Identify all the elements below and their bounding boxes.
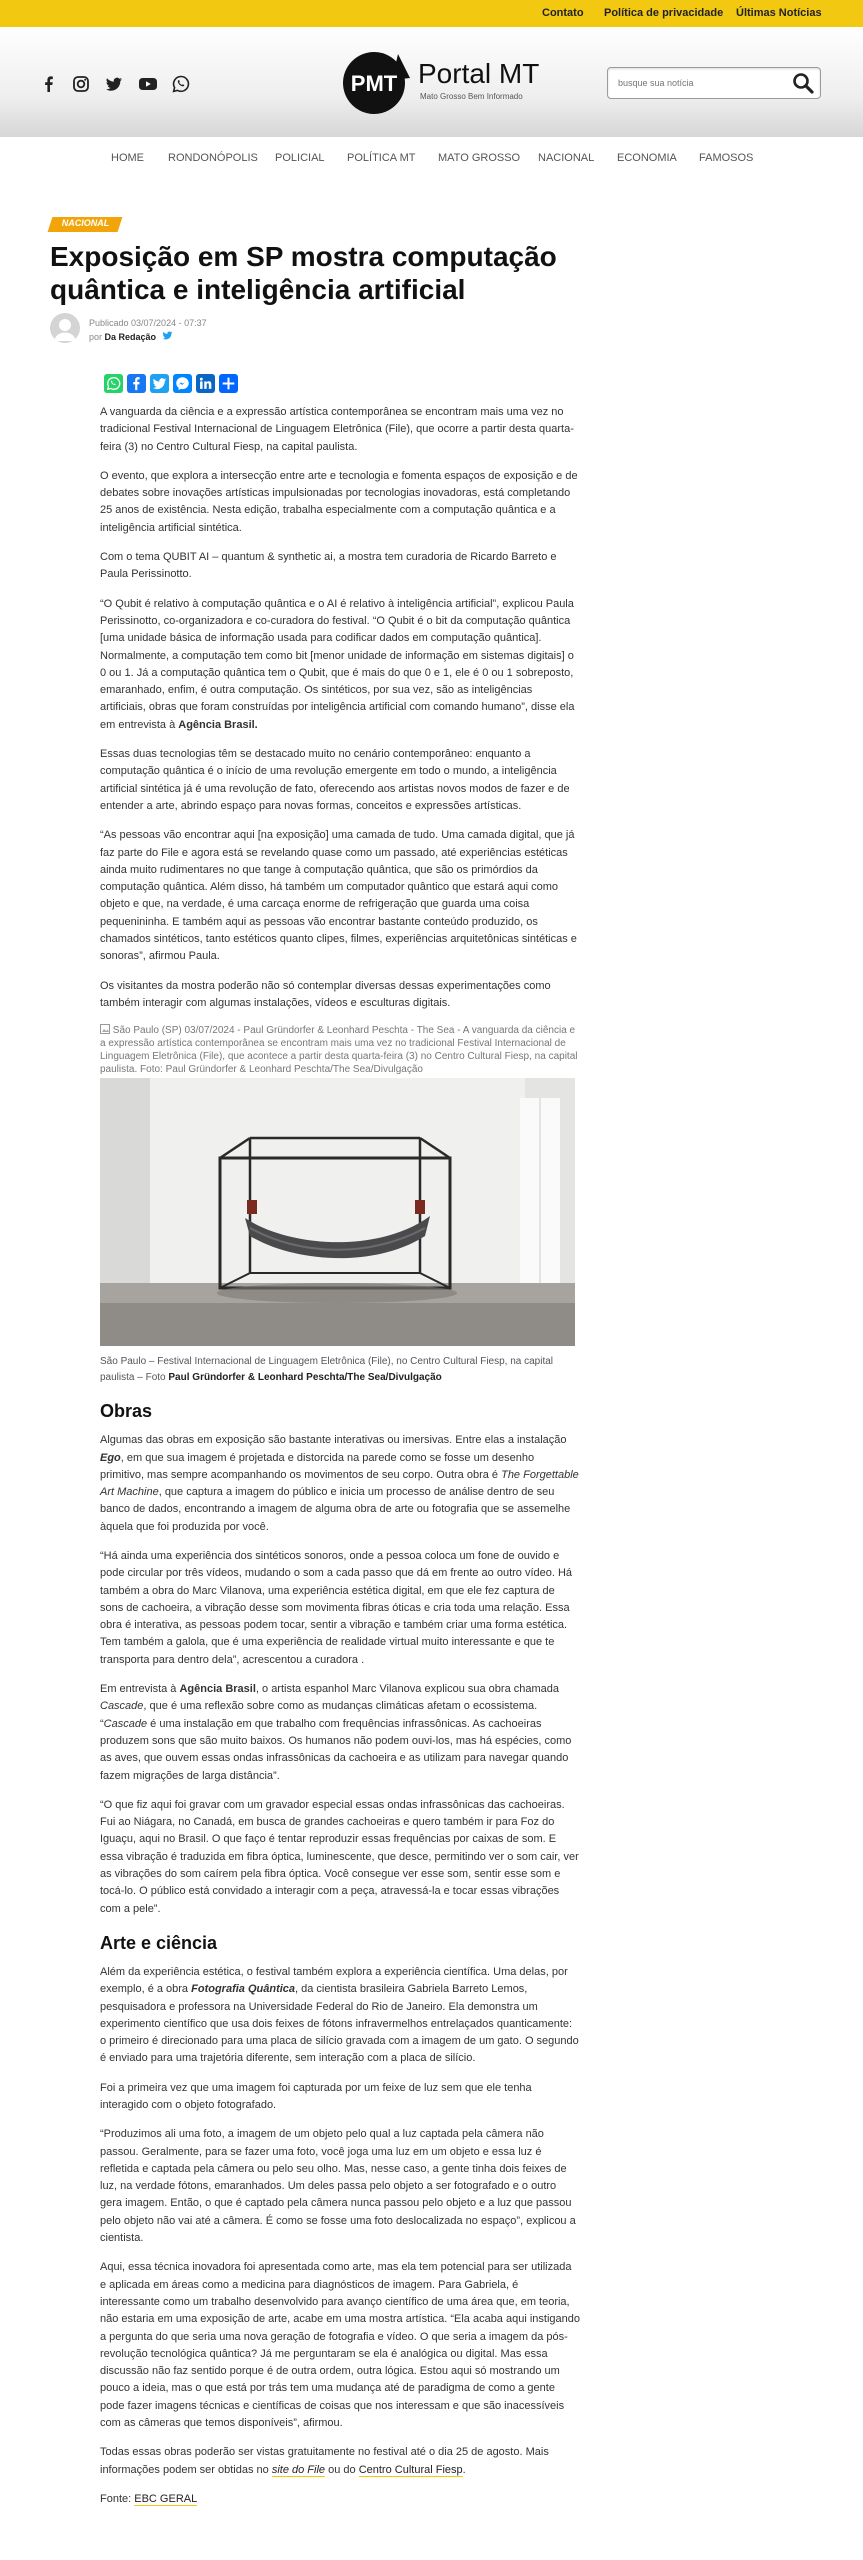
fiesp-link[interactable]: Centro Cultural Fiesp (358, 2463, 463, 2476)
author-line (89, 331, 173, 342)
share-whatsapp-icon[interactable] (104, 374, 123, 393)
paragraph: Com o tema QUBIT AI – quantum & synthetic ai, a mostra tem curadoria de Ricardo Barreto e Paula Perissinotto. (100, 551, 557, 581)
section-heading-obras: Obras (100, 1401, 153, 1422)
paragraph-text: ou do (328, 2463, 356, 2476)
nav-item-nacional[interactable]: NACIONAL (538, 152, 595, 164)
share-plus-icon[interactable] (219, 374, 238, 393)
paragraph (100, 1432, 580, 1536)
top-bar (0, 0, 863, 27)
file-site-link[interactable] (272, 2464, 325, 2477)
paragraph-text: Algumas das obras em exposição são bastante interativas ou imersivas. Entre elas a instalação (100, 1434, 567, 1447)
ego-title: Ego (100, 1451, 121, 1464)
author-name[interactable]: Da Redação (104, 332, 157, 342)
paragraph: Os visitantes da mostra poderão não só contemplar diversas dessas experimentações como também interagir com algumas instalações, vídeos e esculturas digitais. (100, 979, 551, 1009)
installation-photo (100, 1078, 575, 1346)
instagram-icon[interactable] (72, 75, 90, 93)
facebook-icon[interactable] (40, 75, 58, 93)
nav-item-home[interactable]: HOME (111, 152, 144, 164)
cascade-title: Cascade (100, 1700, 144, 1713)
paragraph (100, 596, 580, 734)
paragraph: “As pessoas vão encontrar aqui [na exposição] uma camada de tudo. Uma camada digital, que já faz parte do File e agora está se revelando quase como um passado, até experiências estéticas ainda muito rudimentares no que tange à computação quântica, que são os primórdios da computação quântica. Além disso, há também um computador quântico que estará aqui como objeto e que, na verdade, é uma carcaça enorme de refrigeração que guarda uma coisa pequenininha. E também aqui as pessoas vão encontrar bastante conteúdo produzido, os chamados sintéticos, tanto estéticos quanto clipes, filmes, experiências arquitetônicas sintéticas e sonoras”, afirmou Paula. (100, 829, 577, 963)
paragraph (100, 1964, 580, 2068)
category-label: NACIONAL (61, 218, 110, 228)
site-logo[interactable] (340, 50, 540, 116)
machine-title: The Forgettable Art Machine (100, 1468, 579, 1499)
paragraph-text: Em entrevista à (100, 1683, 177, 1696)
article-photo (100, 1078, 575, 1346)
latest-news-link[interactable]: Últimas Notícias (736, 7, 822, 19)
paragraph (100, 2444, 580, 2479)
agencia-brasil-text: Agência Brasil (179, 1683, 256, 1696)
cascade-title: Cascade (103, 1717, 148, 1730)
nav-item-policial[interactable]: POLICIAL (275, 152, 325, 164)
photo-caption (100, 1354, 580, 1386)
paragraph-text: Além da experiência estética, o festival também explora a experiência científica. Uma delas, por exemplo, é a obra (100, 1965, 568, 1996)
author-twitter-icon[interactable] (162, 331, 173, 341)
paragraph: A vanguarda da ciência e a expressão artística contemporânea se encontram mais uma vez no tradicional Festival Internacional de Linguagem Eletrônica (File), que ocorre a partir desta quarta-feira (3) no Centro Cultural Fiesp, na capital paulista. (100, 406, 574, 453)
file-site-link-text: site do File (271, 2463, 326, 2476)
section-heading-arte-ciencia: Arte e ciência (100, 1932, 218, 1953)
image-alt-caption: São Paulo (SP) 03/07/2024 - Paul Gründorfer & Leonhard Peschta - The Sea - A vanguarda da ciência e a expressão artística contemporânea se encontram mais uma vez no tradicional Festival Internacional de Linguagem Eletrônica (File), que acontece a partir desta quarta-feira (3) no Centro Cultural Fiesp, na capital paulista. Foto: Paul Gründorfer & Leonhard Peschta/The Sea/Divulgação (100, 1025, 578, 1076)
paragraph-text: , que é uma reflexão sobre como as mudanças climáticas afetam o ecossistema. “ (100, 1700, 538, 1730)
user-avatar-icon (50, 313, 80, 343)
paragraph: O evento, que explora a intersecção entre arte e tecnologia e fomenta espaços de exposição e de debates sobre inovações artísticas impulsionadas por tecnologias inovadoras, está completando 25 anos de existência. Nesta edição, trabalha especialmente com a computação quântica e a inteligência artificial sintética. (100, 469, 578, 534)
share-messenger-icon[interactable] (173, 374, 192, 393)
contact-link[interactable]: Contato (542, 7, 584, 19)
article-title: Exposição em SP mostra computação quântica e inteligência artificial (50, 241, 557, 305)
main-nav (0, 145, 863, 173)
paragraph-text: , o artista espanhol Marc Vilanova explicou sua obra chamada (255, 1683, 559, 1696)
nav-item-famosos[interactable]: FAMOSOS (699, 152, 754, 164)
nav-item-mato-grosso[interactable]: MATO GROSSO (438, 152, 521, 164)
logo-mark-icon (340, 50, 412, 116)
nav-item-economia[interactable]: ECONOMIA (617, 152, 677, 164)
logo-title: Portal MT (418, 58, 540, 89)
logo-mark-text: PMT (350, 71, 398, 96)
avatar (50, 313, 80, 343)
source-line (100, 2491, 580, 2508)
fotografia-quantica-title: Fotografia Quântica (191, 1983, 296, 1996)
caption-text: São Paulo – Festival Internacional de Linguagem Eletrônica (File), no Centro Cultural Fiesp, na capital paulista – Foto (100, 1356, 554, 1384)
source-label: Fonte: (100, 2492, 132, 2505)
paragraph-text: . (462, 2463, 466, 2476)
source-link[interactable]: EBC GERAL (134, 2492, 198, 2505)
paragraph-text: , que captura a imagem do público e inicia um processo de análise dentro de seu banco de dados, encontrando a imagem de alguma obra de arte ou fotografia que se assemelhe àquela que foi produzida por você. (100, 1486, 571, 1533)
publish-date: Publicado 03/07/2024 - 07:37 (89, 318, 207, 328)
article-body (100, 404, 580, 2520)
broken-image-icon (100, 1024, 110, 1034)
paragraph: “Há ainda uma experiência dos sintéticos sonoros, onde a pessoa coloca um fone de ouvido e pode circular por três vídeos, mudando o som a cada passo que dá em frente ao outro vídeo. Há também a obra do Marc Vilanova, uma experiência estética digital, em que ele fez captura de sons de cachoeira, a vibração desse som movimenta fibras óticas e cria toda uma relação. Essa obra é interativa, as pessoas podem tocar, sentir a vibração e também criar uma forma estética. Tem também a galola, que é uma experiência de realidade virtual muito interessante e que te transporta para dentro dela”, acrescentou a curadora . (100, 1549, 573, 1666)
paragraph: “Produzimos ali uma foto, a imagem de um objeto pelo qual a luz captada pela câmera não passou. Geralmente, para se fazer uma foto, você joga uma luz em um objeto e essa luz é refletida e captada pela câmera ou pelo seu olho. Mas, nesse caso, a gente tinha dois feixes de luz, na verdade fótons, emaranhados. Um deles passa pelo objeto a ser fotografado e o outro gera imagem. Então, o que é captado pela câmera nunca passou pelo objeto e a luz que passou pelo objeto não vai até a câmera. É como se fosse uma foto deslocalizada no espaço”, explicou a cientista. (100, 2128, 576, 2245)
search-icon[interactable] (792, 72, 814, 94)
share-linkedin-icon[interactable] (196, 374, 215, 393)
paragraph: Essas duas tecnologias têm se destacado muito no cenário contemporâneo: enquanto a computação quântica é o início de uma revolução emergente em todo o mundo, a inteligência artificial sintética já é uma revolução de fato, oferecendo aos artistas novos modos de fazer e de entender a arte, abrindo espaço para novas formas, conceitos e expressões artísticas. (100, 748, 570, 812)
twitter-icon[interactable] (105, 75, 123, 93)
whatsapp-icon[interactable] (172, 75, 190, 93)
paragraph-text: , em que sua imagem é projetada e distorcida na parede como se fosse um desenho primitivo, mas sempre acompanhando os movimentos de seu corpo. Outra obra é (100, 1451, 535, 1481)
nav-item-rondonopolis[interactable]: RONDONÓPOLIS (168, 152, 258, 164)
search-input[interactable] (616, 74, 780, 92)
nav-item-politica-mt[interactable]: POLÍTICA MT (347, 152, 416, 164)
paragraph-text: é uma instalação em que trabalho com frequências infrassônicas. As cachoeiras produzem sons que são muito baixos. Os humanos não podem ouvi-los, mas há espécies, como as aves, que ouvem essas ondas infrassônicas da cachoeira e as utilizam para navegar quando fazem migrações de larga distância”. (100, 1717, 572, 1782)
paragraph: Foi a primeira vez que uma imagem foi capturada por um feixe de luz sem que ele tenha interagido com o objeto fotografado. (100, 2081, 532, 2111)
agencia-brasil-text: Agência Brasil. (178, 718, 258, 731)
caption-credit: Paul Gründorfer & Leonhard Peschta/The Sea/Divulgação (168, 1372, 442, 1384)
share-bar (104, 374, 254, 394)
share-twitter-icon[interactable] (150, 374, 169, 393)
paragraph-text: , da cientista brasileira Gabriela Barreto Lemos, pesquisadora e professora na Universidade Federal do Rio de Janeiro. Ela demonstra um experimento científico que usa dois feixes de fótons infravermelhos entrelaçados quanticamente: o primeiro é direcionado para uma placa de silício gravada com a imagem de um gato. O segundo é enviado para uma trajetória diferente, sem interação com a placa de silício. (100, 1983, 579, 2065)
privacy-policy-link[interactable]: Política de privacidade (604, 7, 724, 19)
paragraph: “O que fiz aqui foi gravar com um gravador especial essas ondas infrassônicas das cachoeiras. Fui ao Niágara, no Canadá, em busca de grandes cachoeiras e quero também ir para Foz do Iguaçu, aqui no Brasil. O que faço é tentar reproduzir essas frequências por caixas de som. E essa vibração é traduzida em fibra óptica, luminescente, que desce, permitindo ver o som cair, ver as vibrações do som caírem pela fibra óptica. Você consegue ver esse som, sentir esse som e tocá-lo. O público está convidado a interagir com a peça, atravessá-la e tocar essas vibrações com a pele”. (100, 1798, 579, 1915)
author-prefix: por (89, 332, 103, 342)
paragraph-text: Todas essas obras poderão ser vistas gratuitamente no festival até o dia 25 de agosto. Mais informações podem ser obtidas no (100, 2446, 549, 2476)
image-alt-text (100, 1024, 580, 1076)
category-badge[interactable] (48, 217, 123, 232)
paragraph (100, 1681, 580, 1785)
share-facebook-icon[interactable] (127, 374, 146, 393)
search-box (607, 67, 821, 99)
logo-subtitle: Mato Grosso Bem Informado (420, 92, 523, 101)
paragraph: Aqui, essa técnica inovadora foi apresentada como arte, mas ela tem potencial para ser utilizada e aplicada em áreas como a medicina para diagnósticos de imagem. Para Gabriela, é interessante como um trabalho desenvolvido para avanço científico de uma área que, em teoria, não estaria em uma exposição de arte, acabe em uma mostra artística. “Ela acaba aqui instigando a pergunta do que seria uma nova geração de fotografia e vídeo. O que seria a imagem da pós-revolução tecnológica quântica? Já me perguntaram se ela é analógica ou digital. Mas essa discussão não faz sentido porque é de outra ordem, outra lógica. Estou aqui só mostrando um pouco a ideia, mas o que está por trás tem uma mudança até de paradigma de como a gente pode fazer imagens técnicas e científicas de coisas que nos interessam e que são inacessíveis com as câmeras que temos disponíveis”, afirmou. (100, 2261, 580, 2430)
youtube-icon[interactable] (138, 75, 158, 93)
paragraph-text: “O Qubit é relativo à computação quântica e o AI é relativo à inteligência artificial”, explicou Paula Perissinotto, co-organizadora e co-curadora do festival. “O Qubit é o bit da computação quântica [uma unidade básica de informação usada para codificar dados em computação quântica]. Normalmente, a computação tem como bit [menor unidade de informação em sistemas digitais] o 0 ou 1. Já a computação quântica tem o Qubit, que é mais do que 0 e 1, ele é 0 ou 1 sobreposto, emaranhado, enfim, é outra computação. Os sintéticos, por sua vez, são as inteligências artificiais, obras que foram construídas por inteligência artificial com comando humano”, disse ela em entrevista à (100, 597, 575, 731)
